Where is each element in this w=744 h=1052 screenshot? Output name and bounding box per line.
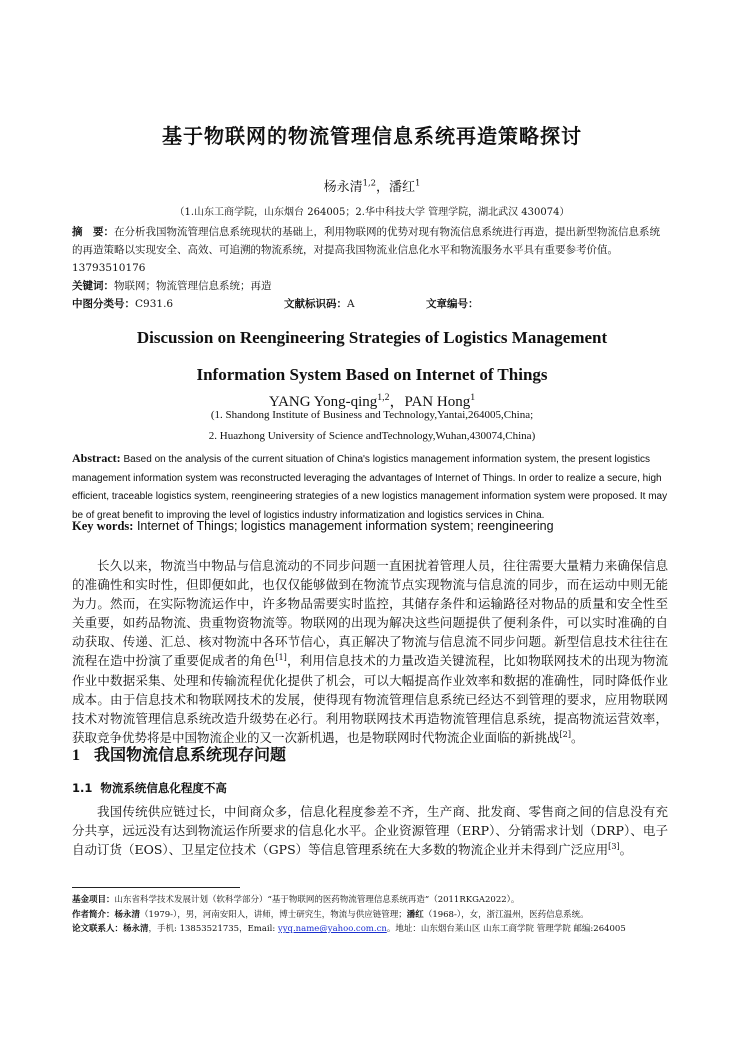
paper-title-en-line1: Discussion on Reengineering Strategies of Logistics Management (136, 328, 608, 347)
article-number-label: 文章编号： (426, 298, 479, 310)
author-1-en-affil: 1,2 (377, 392, 390, 403)
footnote-funding (72, 893, 672, 908)
author-separator: ， (376, 180, 390, 195)
author-1-cn: 杨永清 (323, 180, 363, 195)
abstract-en-text: Based on the analysis of the current situation of China's logistics management information system, the present logistics management information system was reconstructed leveraging the advantages of Internet of Things. In order to realize a secure, high efficient, traceable logistics system, reengineering strategies of a new logistics management information system were proposed. It may be of great benefit to improving the level of logistics industry informatization and logistics services in China. (72, 454, 668, 521)
bio-author-2: 潘红 (406, 909, 424, 920)
subsection-1-1-title: 物流系统信息化程度不高 (100, 781, 227, 795)
author-1-cn-affil: 1,2 (362, 177, 377, 188)
intro-text-end: 。 (571, 729, 584, 745)
footnote-contact (72, 922, 672, 937)
author-1-en: YANG Yong-qing (268, 394, 378, 410)
intro-text-part2: ，利用信息技术的力量改造关键流程，比如物联网技术的出现为物流作业中数据采集、处理和传输流程优化提供了机会，可以大幅提高作业效率和数据的准确性，同时降低作业成本。由于信息技术和物联网技术的发展，使得现有物流管理信息系统已经达不到管理的要求，应用物联网技术对物流管理信息系统改造升级势在必行。利用物联网技术再造物流管理信息系统，提高物流运营效率，获取竞争优势将是中国物流企业的又一次新机遇，也是物联网时代物流企业面临的新挑战 (72, 653, 668, 745)
contact-label: 论文联系人： (72, 924, 124, 934)
abstract-cn-label: 摘 要： (72, 226, 114, 238)
affiliation-en-1: (1. Shandong Institute of Business and Technology,Yantai,264005,China; (210, 409, 534, 421)
contact-email-link[interactable]: yyq.name@yahoo.com.cn (277, 924, 387, 934)
authors-en (0, 390, 744, 411)
author-2-cn-affil: 1 (415, 177, 421, 188)
contact-text-2: 。地址：山东烟台莱山区 山东工商学院 管理学院 邮编:264005 (386, 924, 626, 934)
intro-paragraph (72, 556, 668, 747)
author-2-en: PAN Hong (404, 394, 471, 410)
affiliation-en-2: 2. Huazhong University of Science andTechnology,Wuhan,430074,China) (208, 430, 536, 442)
section-1-number: 1 (72, 747, 80, 764)
doc-code-label: 文献标识码： (284, 298, 347, 310)
contact-name: 杨永清 (123, 924, 149, 934)
document-code (284, 296, 355, 311)
abstract-en (72, 449, 668, 525)
article-number (426, 296, 479, 311)
doc-code-value: A (347, 298, 355, 310)
paper-title-en-line2: Information System Based on Internet of Things (196, 365, 548, 384)
footnotes (72, 893, 672, 937)
bio-label: 作者简介： (72, 909, 115, 920)
footnote-author-bio (72, 908, 672, 923)
section-1-1-text: 我国传统供应链过长，中间商众多，信息化程度参差不齐，生产商、批发商、零售商之间的信息没有充分共享，远远没有达到物流运作所要求的信息化水平。企业资源管理（ERP）、分销需求计划（DRP）、电子自动订货（EOS）、卫星定位技术（GPS）等信息管理系统在大多数的物流企业并未得到广泛应用 (72, 804, 668, 858)
citation-ref-1[interactable]: [1] (275, 652, 287, 663)
abstract-cn-text: 在分析我国物流管理信息系统现状的基础上，利用物联网的优势对现有物流信息系统进行再造，提出新型物流信息系统的再造策略以实现安全、高效、可追溯的物流系统，对提高我国物流业信息化水平和物流服务水平具有重要参考价值。13793510176 (72, 226, 660, 274)
author-2-en-affil: 1 (470, 392, 476, 403)
bio-author-1: 杨永清 (114, 909, 141, 920)
contact-text-1: ，手机: 13853521735，Email: (148, 924, 278, 934)
subsection-1-1-number: 1.1 (72, 781, 93, 795)
abstract-en-label: Abstract: (72, 451, 121, 465)
keywords-cn-text: 物联网；物流管理信息系统；再造 (114, 280, 272, 292)
citation-ref-3[interactable]: [3] (608, 841, 620, 852)
paper-title-cn: 基于物联网的物流管理信息系统再造策略探讨 (162, 124, 582, 148)
clc-value: C931.6 (135, 298, 174, 310)
clc-number (72, 296, 173, 311)
author-2-cn: 潘红 (389, 180, 416, 195)
keywords-en-label: Key words: (72, 519, 134, 533)
funding-label: 基金项目： (72, 895, 115, 905)
abstract-cn (72, 223, 668, 277)
author-en-separator: ， (389, 394, 405, 410)
citation-ref-2[interactable]: [2] (559, 728, 572, 739)
keywords-en-text: Internet of Things; logistics management information system; reengineering (136, 519, 554, 533)
funding-text: 山东省科学技术发展计划（软科学部分）“基于物联网的医药物流管理信息系统再造”（2011RKGA2022）。 (114, 895, 520, 905)
subsection-1-1-heading (72, 780, 227, 796)
affiliation-cn: （1.山东工商学院，山东烟台 264005；2.华中科技大学 管理学院，湖北武汉 430074） (174, 207, 570, 218)
section-1-title: 我国物流信息系统现存问题 (94, 745, 287, 764)
bio-text-1: （1979-），男，河南安阳人，讲师，博士研究生，物流与供应链管理； (140, 909, 407, 920)
keywords-en (72, 519, 668, 534)
authors-cn (0, 176, 744, 195)
clc-label: 中图分类号： (72, 298, 135, 310)
intro-text-part1: 长久以来，物流当中物品与信息流动的不同步问题一直困扰着管理人员，往往需要大量精力来确保信息的准确性和实时性，但即便如此，也仅仅能够做到在物流节点实现物流与信息流的同步，而在运动中则无能为力。然而，在实际物流运作中，许多物品需要实时监控，其储存条件和运输路径对物品的质量和安全性至关重要，如药品物流、贵重物资物流等。物联网的出现为解决这些问题提供了便利条件，可以实时准确的自动获取、传递、汇总、核对物流中各环节信心，真正解决了物流与信息流不同步问题。新型信息技术往往在流程在造中扮演了重要促成者的角色 (72, 558, 668, 669)
keywords-cn (72, 278, 668, 293)
footnote-divider (72, 887, 240, 888)
section-1-heading (72, 742, 286, 765)
bio-text-2: （1968-），女，浙江温州，医药信息系统。 (423, 909, 589, 920)
keywords-cn-label: 关键词： (72, 280, 114, 292)
section-1-1-paragraph (72, 802, 668, 859)
section-1-1-end: 。 (619, 842, 633, 858)
